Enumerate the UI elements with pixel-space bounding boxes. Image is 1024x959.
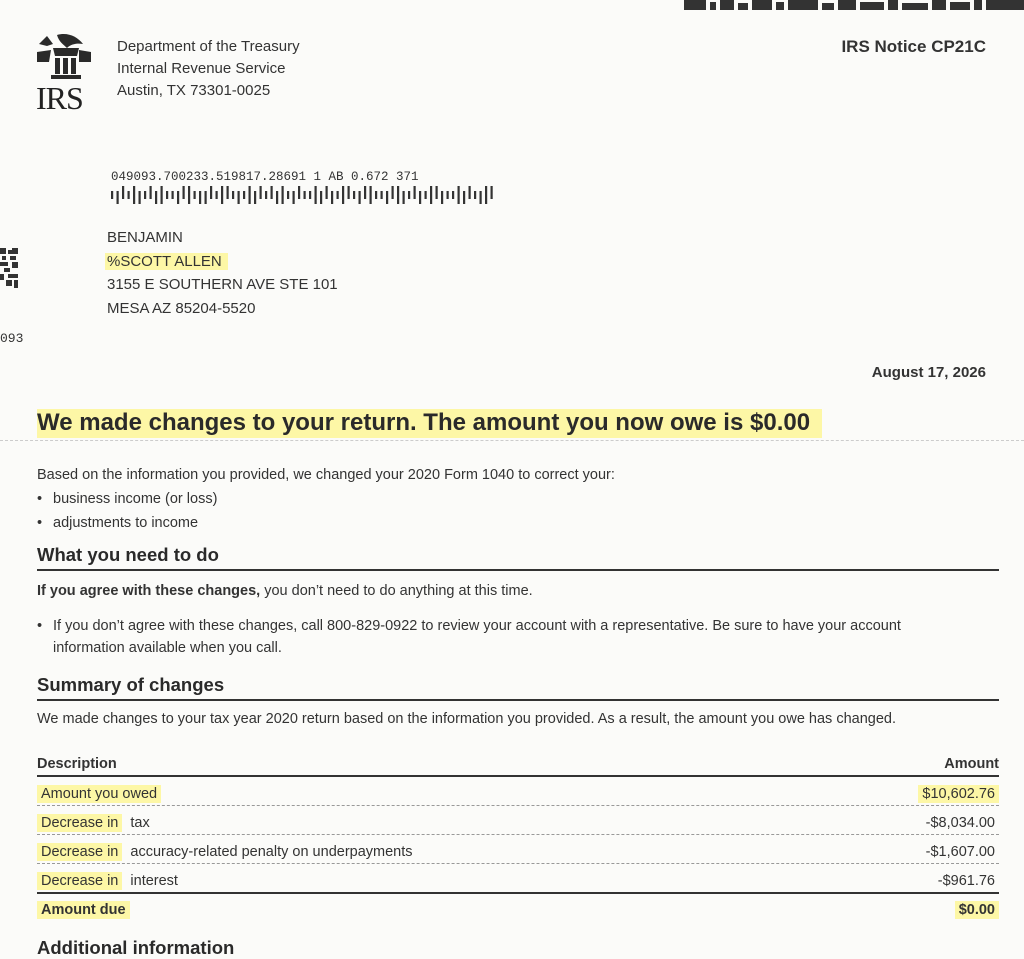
address-city: MESA AZ 85204-5520 [107, 299, 256, 317]
postal-bar [111, 191, 113, 199]
postal-bar [370, 186, 372, 204]
postal-bar [276, 191, 278, 204]
postal-bar [287, 191, 289, 199]
postal-bar [172, 191, 174, 199]
postal-bar [364, 186, 366, 199]
postal-bar [381, 191, 383, 199]
postal-bar [232, 191, 234, 199]
agency-line: Department of the Treasury [117, 38, 300, 55]
postal-bar [485, 186, 487, 204]
postal-barcode [111, 186, 501, 204]
row-amount: $10,602.76 [918, 785, 999, 803]
disagree-bullet: • If you don’t agree with these changes, call 800-829-0922 to review your account with a representative. Be sure to have your account information available when you call. [37, 615, 953, 659]
irs-logo [33, 32, 95, 116]
bullet-item: • business income (or loss) [37, 487, 987, 511]
agency-line: Internal Revenue Service [117, 60, 286, 77]
postal-bar [452, 191, 454, 199]
intro-block [37, 463, 987, 535]
section-what-to-do: What you need to do [37, 544, 999, 571]
postal-bar [117, 191, 119, 204]
section-summary: Summary of changes [37, 674, 999, 701]
table-total-row [37, 892, 999, 921]
postal-bar [458, 186, 460, 204]
postal-bar [491, 186, 493, 199]
row-label-highlight: Decrease in [37, 843, 122, 861]
postal-bar [304, 191, 306, 199]
total-label: Amount due [37, 901, 130, 919]
postal-bar [221, 186, 223, 204]
postal-bar [419, 191, 421, 204]
postal-bar [260, 186, 262, 199]
table-row [37, 835, 999, 864]
reference-number: 049093.700233.519817.28691 1 AB 0.672 371 [111, 170, 419, 184]
postal-bar [447, 191, 449, 199]
postal-bar [403, 191, 405, 204]
postal-bar [133, 186, 135, 204]
divider [0, 440, 1024, 441]
side-qr-code [0, 248, 18, 288]
postal-bar [150, 186, 152, 199]
postal-bar [309, 191, 311, 199]
row-label: tax [126, 815, 150, 831]
postal-bar [227, 186, 229, 199]
postal-bar [430, 186, 432, 204]
postal-bar [254, 191, 256, 204]
agency-block [117, 36, 300, 102]
postal-bar [315, 186, 317, 204]
postal-bar [155, 191, 157, 204]
table-row [37, 777, 999, 806]
postal-bar [375, 191, 377, 199]
top-barcode [684, 0, 1024, 10]
postal-bar [463, 191, 465, 204]
notice-title: IRS Notice CP21C [841, 37, 986, 56]
postal-bar [144, 191, 146, 199]
row-label: accuracy-related penalty on underpayments [126, 844, 413, 860]
summary-table [37, 748, 999, 921]
postal-bar [238, 191, 240, 204]
postal-bar [183, 186, 185, 199]
postal-bar [265, 191, 267, 199]
row-amount: -$8,034.00 [925, 815, 995, 831]
postal-bar [353, 191, 355, 199]
postal-bar [386, 191, 388, 204]
agree-bold: If you agree with these changes, [37, 583, 261, 599]
address-name: BENJAMIN [107, 229, 183, 246]
postal-bar [122, 186, 124, 199]
table-row [37, 864, 999, 893]
postal-bar [216, 191, 218, 199]
postal-bar [392, 186, 394, 199]
postal-bar [414, 186, 416, 199]
postal-bar [249, 186, 251, 204]
row-label-highlight: Amount you owed [37, 785, 161, 803]
row-label: interest [126, 873, 178, 889]
summary-text: We made changes to your tax year 2020 return based on the information you provided. As a result, the amount you owe has changed. [37, 711, 896, 727]
postal-bar [348, 186, 350, 199]
table-header [37, 748, 999, 777]
intro-text: Based on the information you provided, we changed your 2020 Form 1040 to correct your: [37, 467, 615, 483]
agency-line: Austin, TX 73301-0025 [117, 82, 271, 99]
postal-bar [194, 191, 196, 199]
postal-bar [436, 186, 438, 199]
postal-bar [139, 191, 141, 204]
row-amount: -$1,607.00 [925, 844, 995, 860]
next-section-title: Additional information [37, 937, 235, 958]
postal-bar [425, 191, 427, 199]
total-amount: $0.00 [955, 901, 999, 919]
postal-bar [326, 186, 328, 199]
col-amount: Amount [944, 756, 999, 772]
postal-bar [474, 191, 476, 199]
address-care-of: %SCOTT ALLEN [105, 253, 228, 270]
row-label [161, 785, 169, 803]
bullet-item: • adjustments to income [37, 511, 987, 535]
postal-bar [359, 191, 361, 204]
eagle-icon [33, 32, 95, 82]
postal-bar [337, 191, 339, 199]
postal-bar [271, 186, 273, 199]
agree-paragraph [37, 580, 999, 602]
headline [37, 409, 822, 437]
postal-bar [298, 186, 300, 199]
postal-bar [210, 186, 212, 199]
postal-bar [342, 186, 344, 204]
postal-bar [128, 191, 130, 199]
row-label-highlight: Decrease in [37, 814, 122, 832]
agree-rest: you don’t need to do anything at this time. [260, 583, 533, 599]
postal-bar [441, 191, 443, 204]
col-description: Description [37, 756, 117, 772]
mailing-address [107, 226, 338, 320]
notice-date: August 17, 2026 [871, 364, 986, 381]
postal-bar [397, 186, 399, 204]
postal-bar [205, 191, 207, 204]
table-row [37, 806, 999, 835]
logo-text: IRS [36, 80, 83, 116]
side-id: 093 [0, 331, 24, 346]
postal-bar [188, 186, 190, 204]
postal-bar [282, 186, 284, 204]
postal-bar [331, 191, 333, 204]
postal-bar [480, 191, 482, 204]
postal-bar [166, 191, 168, 199]
row-amount: -$961.76 [937, 873, 995, 889]
postal-bar [293, 191, 295, 204]
postal-bar [243, 191, 245, 199]
row-label-highlight: Decrease in [37, 872, 122, 890]
headline-text: We made changes to your return. The amount you now owe is $0.00 [37, 409, 822, 438]
postal-bar [199, 191, 201, 204]
postal-bar [469, 186, 471, 199]
address-street: 3155 E SOUTHERN AVE STE 101 [107, 276, 338, 293]
postal-bar [320, 191, 322, 204]
postal-bar [177, 191, 179, 204]
postal-bar [408, 191, 410, 199]
postal-bar [161, 186, 163, 204]
